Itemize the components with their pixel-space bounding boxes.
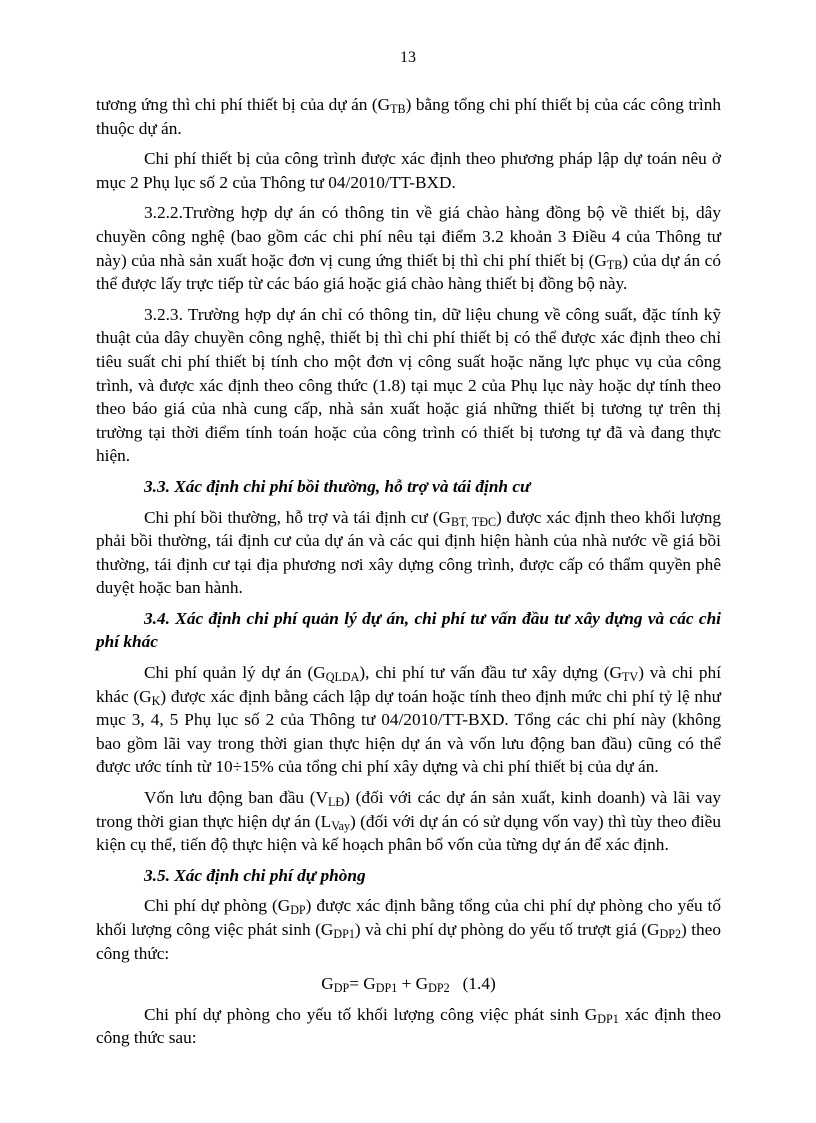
subscript: DP1	[597, 1011, 619, 1026]
subscript: Vay	[331, 818, 351, 833]
text-run: Chi phí dự phòng cho yếu tố khối lượng công việc phát sinh G	[144, 1004, 598, 1024]
subscript: QLDA	[325, 670, 360, 685]
subscript: BT, TĐC	[450, 514, 497, 529]
text-run: ) được xác định bằng tổng của chi phí dự phòng cho yếu tố khối lượng công việc phát sinh (G	[96, 896, 721, 939]
formula-1-4	[96, 972, 721, 996]
paragraph-3-2-2	[96, 201, 721, 295]
subscript: DP	[290, 903, 306, 918]
subscript: DP1	[375, 981, 398, 996]
paragraph-management-cost	[96, 661, 721, 779]
text-run: ) theo công thức:	[96, 920, 721, 963]
heading-3-5: 3.5. Xác định chi phí dự phòng	[144, 865, 366, 885]
subscript: DP2	[659, 927, 682, 942]
text-run: + G	[397, 974, 429, 994]
paragraph-working-capital	[96, 786, 721, 857]
subscript: K	[151, 693, 161, 708]
subscript: DP1	[333, 927, 355, 942]
text-run: G	[321, 974, 334, 994]
paragraph-equipment-cost-method: Chi phí thiết bị của công trình được xác định theo phương pháp lập dự toán nêu ở mục 2 Phụ lục số 2 của Thông tư 04/2010/TT-BXD.	[96, 149, 721, 192]
text-run: Vốn lưu động ban đầu (V	[144, 788, 329, 808]
text-run: xác định theo công thức sau:	[96, 1004, 722, 1048]
text-run: ) (đối với dự án có sử dụng vốn vay) thì tùy theo điều kiện cụ thể, tiến độ thực hiện và kế hoạch phân bổ vốn của từng dự án để xác định.	[96, 811, 721, 855]
text-run: ) (đối với các dự án sản xuất, kinh doanh) và lãi vay trong thời gian thực hiện dự án (L	[96, 788, 722, 831]
text-run: Chi phí bồi thường, hỗ trợ và tái định cư (G	[144, 507, 451, 527]
page-number: 13	[400, 49, 416, 66]
paragraph-compensation-cost	[96, 506, 721, 600]
text-run: Chi phí quản lý dự án (G	[144, 663, 326, 683]
paragraph-contingency-dp1	[96, 1003, 721, 1050]
text-run: 3.2.2.Trường hợp dự án có thông tin về giá chào hàng đồng bộ về thiết bị, dây chuyền công nghệ (bao gồm các chi phí nêu tại điểm 3.2 khoản 3 Điều 4 của Thông tư này) của nhà sản xuất hoặc đơn vị cung ứng thiết bị thì chi phí thiết bị (G	[96, 203, 721, 270]
text-run: ) bằng tổng chi phí thiết bị của các công trình thuộc dự án.	[96, 95, 721, 138]
heading-3-4: 3.4. Xác định chi phí quản lý dự án, chi phí tư vấn đầu tư xây dựng và các chi phí khác	[96, 608, 721, 652]
formula-number: (1.4)	[449, 974, 496, 994]
paragraph-3-2-3: 3.2.3. Trường hợp dự án chỉ có thông tin, dữ liệu chung về công suất, đặc tính kỹ thuật của dây chuyền công nghệ, thiết bị thì chi phí thiết bị có thể được xác định theo chỉ tiêu suất chi phí thiết bị tính cho một đơn vị công suất hoặc năng lực phục vụ của công trình, và được xác định theo công thức (1.8) tại mục 2 của Phụ lục này hoặc dự tính theo theo báo giá của nhà cung cấp, nhà sản xuất hoặc giá những thiết bị tương tự trên thị trường tại thời điểm tính toán hoặc của công trình có thiết bị tương tự đã và đang thực hiện.	[96, 304, 721, 466]
subscript: LĐ	[328, 795, 345, 810]
text-run: ) được xác định theo khối lượng phải bồi thường, tái định cư của dự án và các qui định hiện hành của nhà nước về giá bồi thường, tái định cư tại địa phương nơi xây dựng công trình, được cấp có thẩm quyền phê duyệt hoặc ban hành.	[96, 507, 721, 598]
text-run: Chi phí dự phòng (G	[144, 896, 291, 916]
subscript: DP2	[428, 981, 450, 996]
text-run: ) và chi phí khác (G	[96, 663, 721, 706]
subscript: TB	[606, 257, 623, 272]
subscript: TB	[390, 102, 406, 117]
document-body	[96, 93, 721, 1057]
heading-3-3: 3.3. Xác định chi phí bồi thường, hỗ trợ và tái định cư	[144, 476, 531, 496]
text-run: tương ứng thì chi phí thiết bị của dự án (G	[96, 95, 391, 114]
subscript: TV	[622, 670, 639, 685]
text-run: ), chi phí tư vấn đầu tư xây dựng (G	[359, 663, 623, 683]
text-run: ) của dự án có thể được lấy trực tiếp từ các báo giá hoặc giá chào hàng thiết bị đồng bộ này.	[96, 250, 721, 294]
text-run: ) được xác định bằng cách lập dự toán hoặc tính theo định mức chi phí tỷ lệ như mục 3, 4, 5 Phụ lục số 2 của Thông tư 04/2010/TT-BXD. Tổng các chi phí này (không bao gồm lãi vay trong thời gian thực hiện dự án và vốn lưu động ban đầu) cũng có thể được ước tính từ 10÷15% của tổng chi phí xây dựng và chi phí thiết bị của dự án.	[96, 686, 721, 777]
paragraph-contingency-cost	[96, 894, 721, 965]
paragraph-equipment-cost-total	[96, 93, 721, 140]
subscript: DP	[333, 981, 350, 996]
text-run: = G	[349, 974, 376, 994]
text-run: ) và chi phí dự phòng do yếu tố trượt giá (G	[354, 920, 660, 939]
